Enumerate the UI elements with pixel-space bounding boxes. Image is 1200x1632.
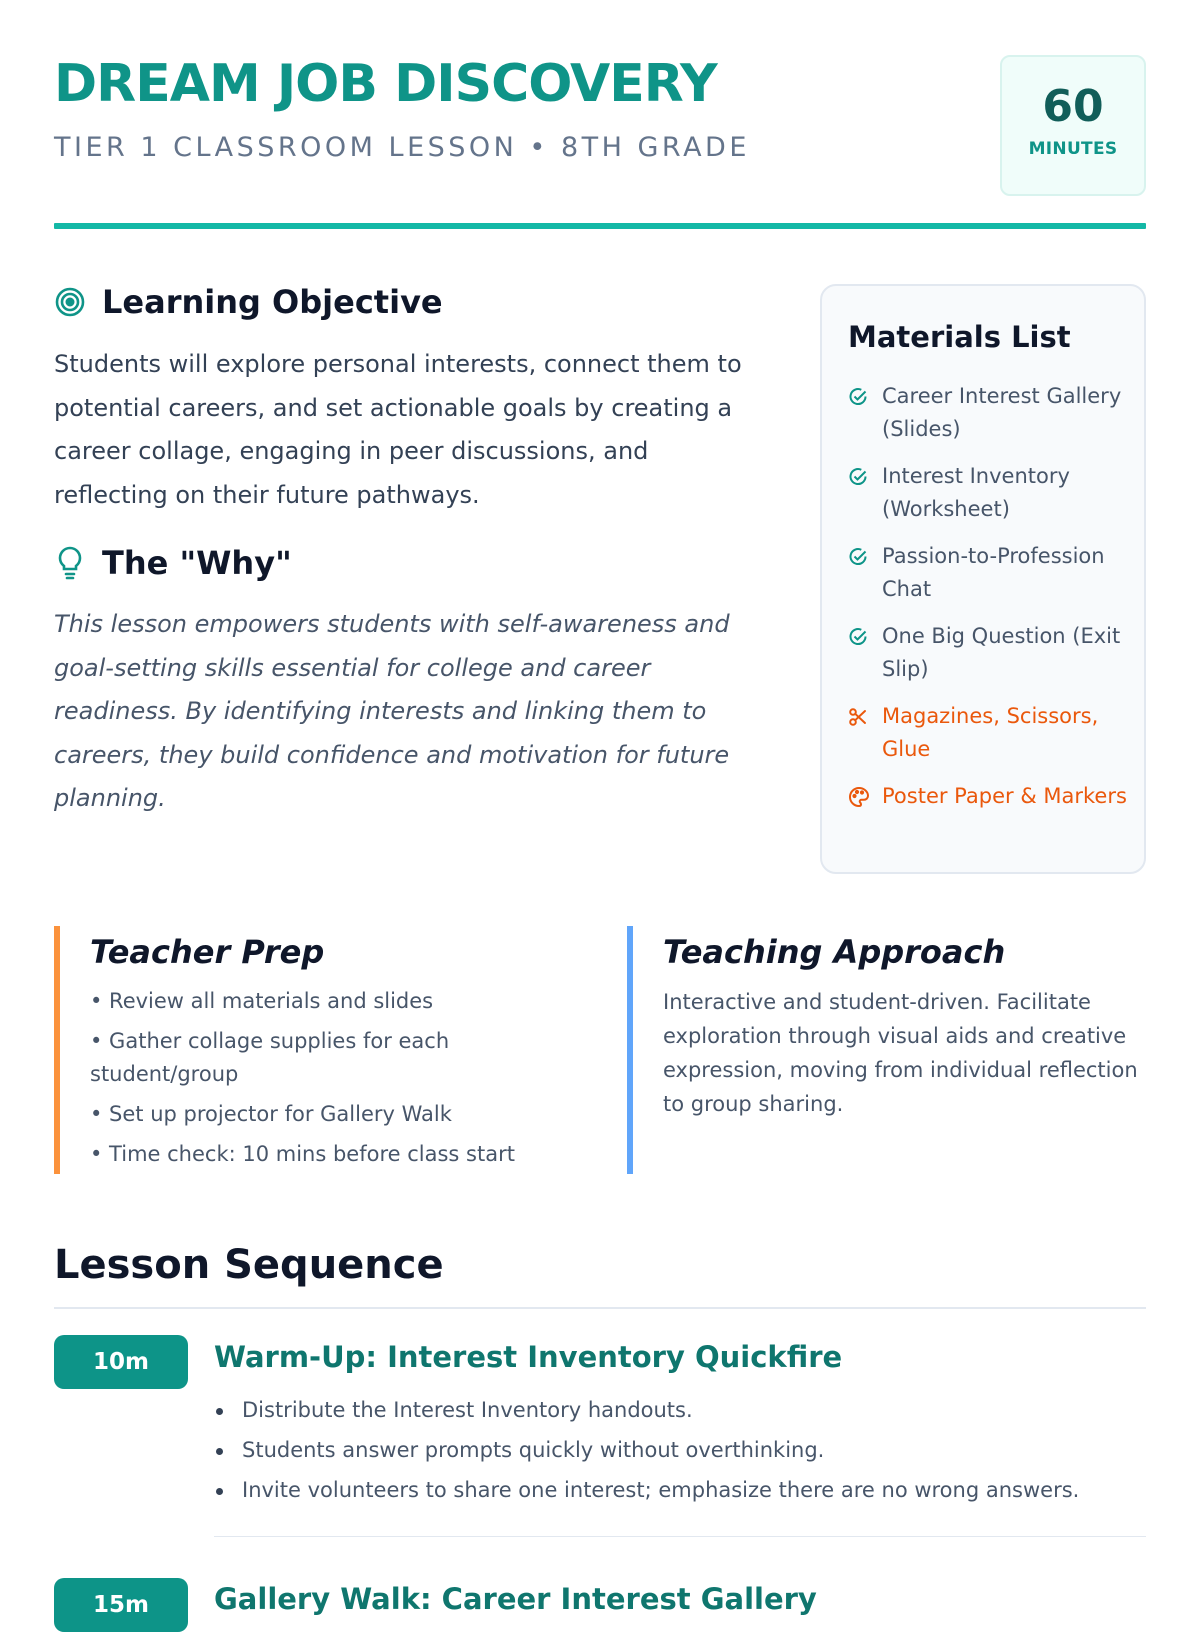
check-circle-icon <box>848 540 870 573</box>
material-item <box>848 540 1138 606</box>
material-item <box>848 780 1138 813</box>
check-circle-icon <box>848 460 870 493</box>
step-bullet: Distribute the Interest Inventory handouts. <box>214 1394 1079 1427</box>
check-circle-icon <box>848 620 870 653</box>
why-heading <box>54 546 292 580</box>
sequence-divider <box>54 1307 1146 1309</box>
objective-text: Students will explore personal interests, connect them to potential careers, and set actionable goals by creating a career collage, engaging in peer discussions, and reflecting on their future pathways. <box>54 350 742 509</box>
teaching-approach-card <box>627 926 1146 1174</box>
material-item <box>848 620 1138 686</box>
lesson-title: DREAM JOB DISCOVERY <box>54 54 717 114</box>
prep-item: • Time check: 10 mins before class start <box>90 1142 515 1166</box>
material-label: One Big Question (Exit Slip) <box>882 624 1121 681</box>
material-item <box>848 700 1138 766</box>
materials-list <box>848 380 1138 827</box>
step-time-badge: 15m <box>54 1578 188 1632</box>
lightbulb-icon <box>54 546 86 580</box>
objective-heading-text: Learning Objective <box>102 283 443 321</box>
material-item <box>848 460 1138 526</box>
materials-heading: Materials List <box>848 320 1071 354</box>
material-label: Passion-to-Profession Chat <box>882 544 1105 601</box>
step-bullet: Invite volunteers to share one interest; emphasize there are no wrong answers. <box>214 1474 1079 1507</box>
step-bullet: Students answer prompts quickly without overthinking. <box>214 1434 1079 1467</box>
teacher-prep-list <box>90 985 574 1171</box>
lesson-subtitle: TIER 1 CLASSROOM LESSON • 8TH GRADE <box>54 132 750 163</box>
material-label: Interest Inventory (Worksheet) <box>882 464 1070 521</box>
step-divider <box>214 1536 1146 1537</box>
why-text: This lesson empowers students with self-awareness and goal-setting skills essential for college and career readiness. By identifying interests and linking them to careers, they build confidence and motivation for future planning. <box>54 610 730 812</box>
step-title: Gallery Walk: Career Interest Gallery <box>214 1582 817 1616</box>
teaching-approach-heading: Teaching Approach <box>663 933 1006 971</box>
prep-item: • Gather collage supplies for each student/group <box>90 1029 450 1086</box>
prep-item: • Review all materials and slides <box>90 989 434 1013</box>
scissors-icon <box>848 700 870 733</box>
objective-heading <box>54 283 443 321</box>
why-heading-text: The "Why" <box>102 544 292 582</box>
step-bullet-list <box>214 1394 1079 1514</box>
prep-item: • Set up projector for Gallery Walk <box>90 1102 452 1126</box>
lesson-header <box>54 52 1146 232</box>
step-title: Warm-Up: Interest Inventory Quickfire <box>214 1340 843 1374</box>
duration-value: 60 <box>1042 81 1104 132</box>
duration-badge <box>1000 55 1146 196</box>
palette-icon <box>848 780 870 813</box>
duration-label: MINUTES <box>1028 139 1118 160</box>
teacher-prep-heading: Teacher Prep <box>90 933 325 971</box>
material-label: Poster Paper & Markers <box>882 784 1127 808</box>
target-icon <box>54 286 86 318</box>
material-label: Magazines, Scissors, Glue <box>882 704 1099 761</box>
teaching-approach-text: Interactive and student-driven. Facilitate exploration through visual aids and creative expression, moving from individual reflection to group sharing. <box>663 990 1138 1116</box>
step-time-badge: 10m <box>54 1335 188 1389</box>
lesson-sequence-heading: Lesson Sequence <box>54 1242 444 1288</box>
header-divider <box>54 223 1146 229</box>
material-item <box>848 380 1138 446</box>
materials-panel <box>820 284 1146 874</box>
check-circle-icon <box>848 380 870 413</box>
teacher-prep-card <box>54 926 574 1174</box>
material-label: Career Interest Gallery (Slides) <box>882 384 1122 441</box>
